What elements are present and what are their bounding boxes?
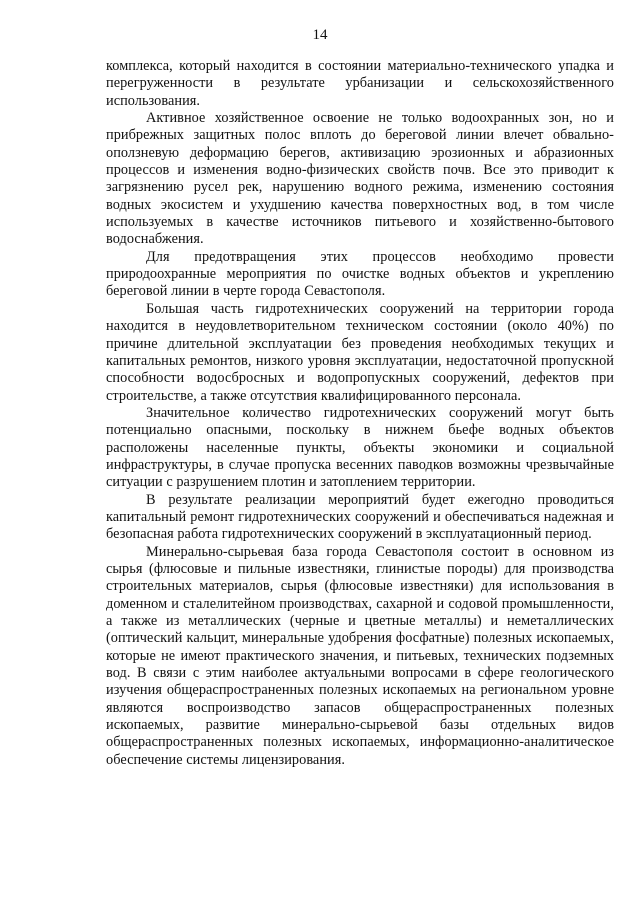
page-number: 14 (312, 27, 328, 43)
paragraph-prevention-measures: Для предотвращения этих процессов необходимо провести природоохранные мероприятия по очистке водных объектов и укреплению береговой линии в черте города Севастополя. (106, 248, 614, 300)
paragraph-potential-hazard: Значительное количество гидротехнических сооружений могут быть потенциально опасными, поскольку в нижнем бьефе водных объектов расположены населенные пункты, объекты экономики и социальной инфраструктуры, в случае пропуска весенних паводков возможны чрезвычайные ситуации с разрушением плотин и затоплением территории. (106, 404, 614, 491)
paragraph-repair-results: В результате реализации мероприятий будет ежегодно проводиться капитальный ремонт гидротехнических сооружений и обеспечиваться надежная и безопасная работа гидротехнических сооружений в эксплуатационный период. (106, 491, 614, 543)
document-body (106, 58, 614, 769)
paragraph-hydraulic-structures-condition: Большая часть гидротехнических сооружений на территории города находится в неудовлетворительном техническом состоянии (около 40%) по причине длительной эксплуатации без проведения необходимых текущих и капитальных ремонтов, низкого уровня эксплуатации, недостаточной пропускной способности водосбросных и водопропускных сооружений, дефектов при строительстве, а также отсутствия квалифицированного персонала. (106, 300, 614, 404)
paragraph-continuation: комплекса, который находится в состоянии материально-технического упадка и перегруженности в результате урбанизации и сельскохозяйственного использования. (106, 58, 614, 109)
paragraph-mineral-resource-base: Минерально-сырьевая база города Севастополя состоит в основном из сырья (флюсовые и пильные известняки, глинистые породы) для производства строительных материалов, сырья (флюсовые известняки) для использования в доменном и сталелитейном производствах, сахарной и содовой промышленности, а также из металлических (черные и цветные металлы) и неметаллических (оптический кальцит, минеральные удобрения фосфатные) полезных ископаемых, которые не имеют практического значения, и питьевых, технических подземных вод. В связи с этим наиболее актуальными вопросами в сфере геологического изучения общераспространенных полезных ископаемых на региональном уровне являются воспроизводство запасов общераспространенных полезных ископаемых, развитие минерально-сырьевой базы отдельных видов общераспространенных полезных ископаемых, информационно-аналитическое обеспечение системы лицензирования. (106, 543, 614, 768)
paragraph-economic-development: Активное хозяйственное освоение не только водоохранных зон, но и прибрежных защитных полос вплоть до береговой линии влечет обвально-оползневую деформацию берегов, активизацию эрозионных и абразионных процессов и изменения водно-физических свойств почв. Все это приводит к загрязнению русел рек, нарушению водного режима, изменению состояния водных экосистем и ухудшению качества поверхностных вод, в том числе используемых в качестве источников питьевого и хозяйственно-бытового водоснабжения. (106, 110, 614, 248)
